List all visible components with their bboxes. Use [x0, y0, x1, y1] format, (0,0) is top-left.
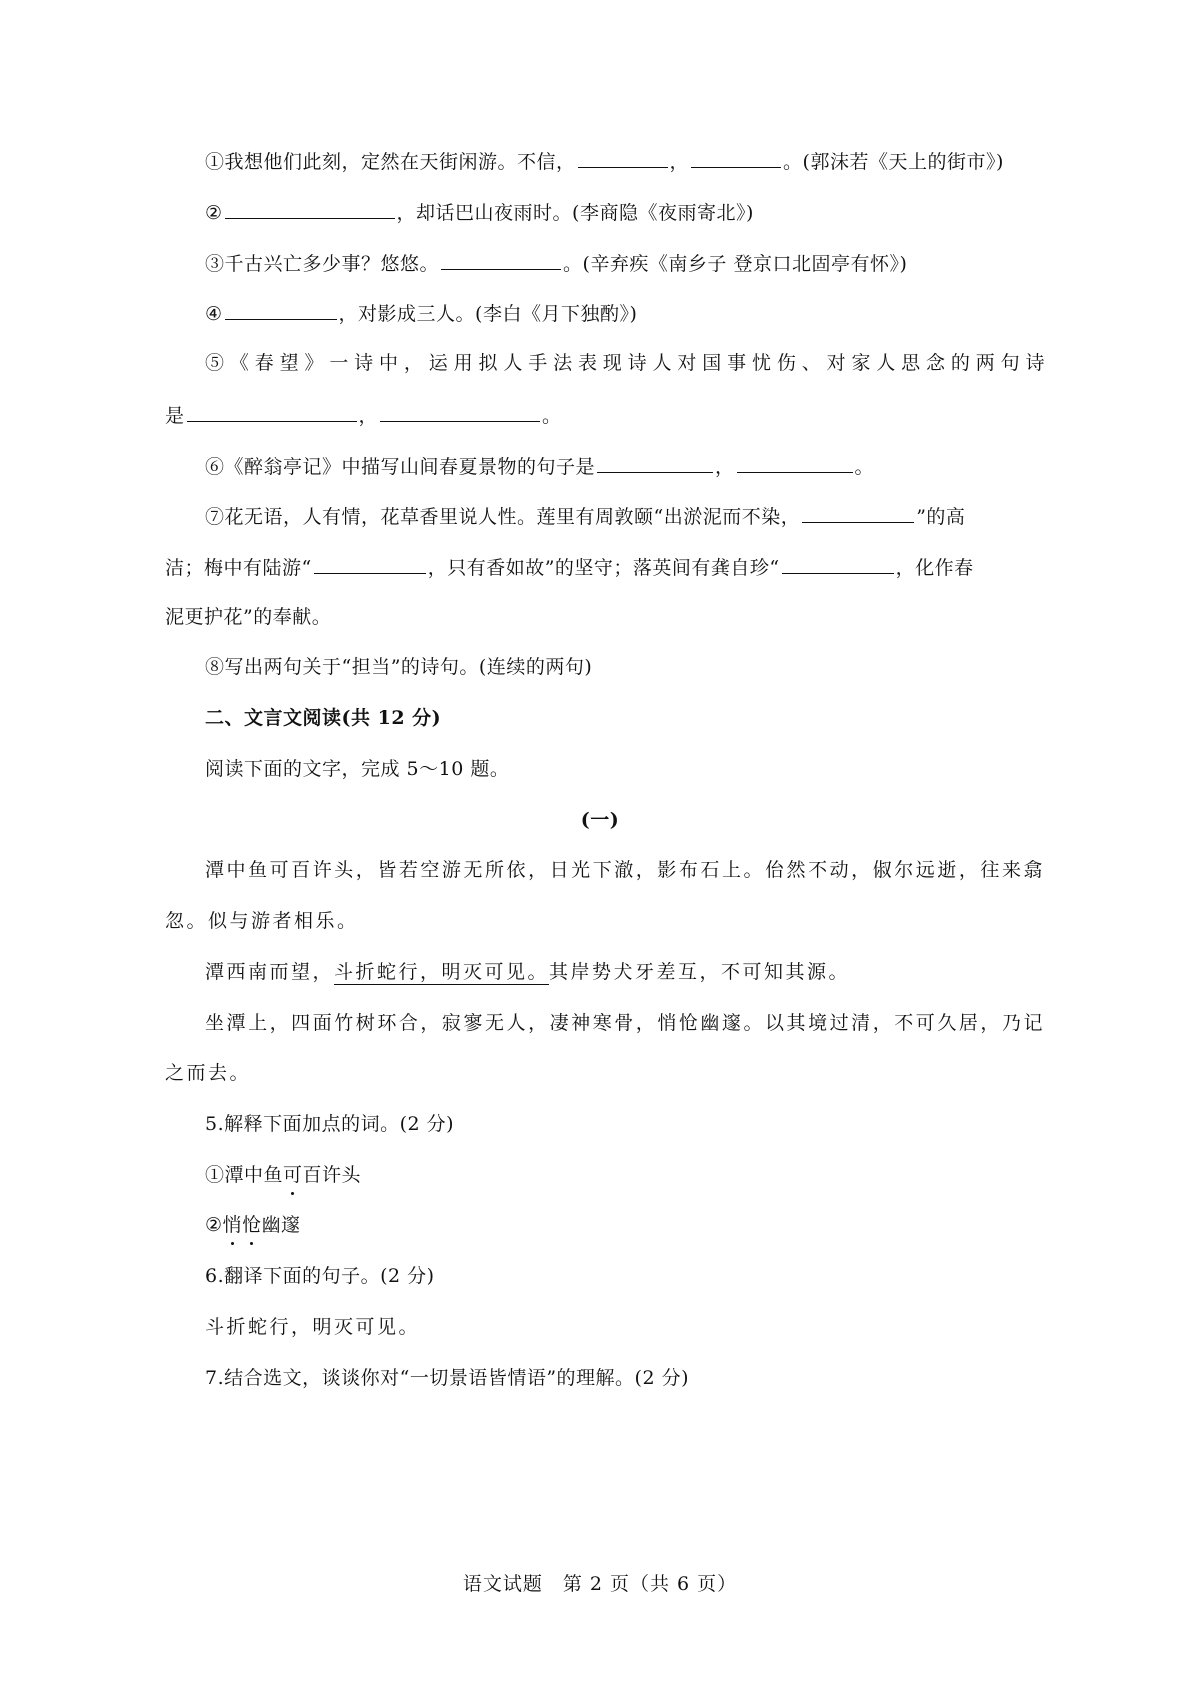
q2-prefix: ② [205, 202, 223, 224]
dotted-word: 可 [283, 1164, 303, 1186]
sub-heading: (一) [580, 809, 620, 831]
passage-p1-line1: 潭中鱼可百许头，皆若空游无所依，日光下澈，影布石上。佁然不动，俶尔远逝，往来翕 [205, 859, 1045, 881]
q7-line2-c: ，化作春 [895, 557, 974, 579]
dotted-word: 怆 [242, 1214, 262, 1236]
q2-suffix: ，却话巴山夜雨时。(李商隐《夜雨寄北》) [396, 202, 754, 224]
answer-blank[interactable] [225, 299, 337, 320]
answer-blank[interactable] [597, 452, 713, 473]
passage-p2 [205, 959, 1045, 985]
fill-in-q7-line1 [205, 502, 1045, 530]
fill-in-q3 [205, 249, 1045, 277]
fill-in-q7-line3: 泥更护花”的奉献。 [165, 606, 332, 628]
question-5-title: 5.解释下面加点的词。(2 分) [205, 1113, 455, 1135]
fill-in-q7-line2 [165, 553, 1045, 581]
q5-item2-suffix: 幽邃 [261, 1214, 301, 1236]
q6-sep: ， [715, 456, 735, 478]
q5-item1-suffix: 百许头 [302, 1164, 362, 1186]
dotted-word: 悄 [222, 1214, 243, 1236]
fill-in-q4 [205, 299, 1045, 327]
q4-prefix: ④ [205, 303, 223, 325]
answer-blank[interactable] [578, 147, 668, 168]
answer-blank[interactable] [441, 249, 561, 270]
question-5-item2 [205, 1212, 1045, 1238]
question-6-sentence: 斗折蛇行，明灭可见。 [205, 1316, 421, 1338]
question-5-item1 [205, 1162, 1045, 1188]
q1-suffix: 。(郭沫若《天上的街市》) [783, 151, 1004, 173]
q7-line2-a: 洁；梅中有陆游“ [165, 557, 312, 579]
q6-suffix: 。 [854, 456, 875, 478]
q3-suffix: 。(辛弃疾《南乡子 登京口北固亭有怀》) [563, 253, 908, 275]
answer-blank[interactable] [737, 452, 853, 473]
passage-p1-line2: 忽。似与游者相乐。 [165, 910, 359, 932]
question-6-title: 6.翻译下面的句子。(2 分) [205, 1265, 435, 1287]
q5-sep: ， [358, 405, 379, 427]
section-heading: 二、文言文阅读(共 12 分) [205, 707, 442, 729]
passage-p2-prefix: 潭西南而望， [205, 961, 335, 983]
q1-prefix: ①我想他们此刻，定然在天街闲游。不信， [205, 151, 576, 173]
q1-sep: ， [669, 151, 690, 173]
q6-prefix: ⑥《醉翁亭记》中描写山间春夏景物的句子是 [205, 456, 596, 478]
passage-p2-underlined: 斗折蛇行，明灭可见。 [334, 961, 550, 983]
q5-item1-prefix: ①潭中鱼 [205, 1164, 284, 1186]
q7-line1-prefix: ⑦花无语，人有情，花草香里说人性。莲里有周敦颐“出淤泥而不染， [205, 506, 801, 528]
answer-blank[interactable] [225, 198, 395, 219]
fill-in-q5-line2 [165, 401, 1045, 429]
section-instruction: 阅读下面的文字，完成 5～10 题。 [205, 758, 510, 780]
q5-item2-prefix: ② [205, 1214, 223, 1236]
passage-p3-line1: 坐潭上，四面竹树环合，寂寥无人，凄神寒骨，悄怆幽邃。以其境过清，不可久居，乃记 [205, 1012, 1045, 1034]
answer-blank[interactable] [782, 553, 894, 574]
passage-p2-suffix: 其岸势犬牙差互，不可知其源。 [549, 961, 851, 983]
answer-blank[interactable] [691, 147, 781, 168]
page-footer: 语文试题 第 2 页（共 6 页） [462, 1573, 738, 1595]
passage-p3-line2: 之而去。 [165, 1062, 252, 1084]
fill-in-q2 [205, 198, 1045, 226]
q5-prefix: 是 [165, 405, 185, 427]
q5-suffix: 。 [542, 405, 562, 427]
answer-blank[interactable] [314, 553, 426, 574]
answer-blank[interactable] [380, 401, 540, 422]
q3-prefix: ③千古兴亡多少事？悠悠。 [205, 253, 440, 275]
fill-in-q1 [205, 147, 1045, 175]
question-7-title: 7.结合选文，谈谈你对“一切景语皆情语”的理解。(2 分) [205, 1367, 690, 1389]
fill-in-q8: ⑧写出两句关于“担当”的诗句。(连续的两句) [205, 656, 593, 678]
q7-line2-b: ，只有香如故”的坚守；落英间有龚自珍“ [427, 557, 780, 579]
fill-in-q5-line1: ⑤《春望》一诗中，运用拟人手法表现诗人对国事忧伤、对家人思念的两句诗 [205, 352, 1045, 374]
answer-blank[interactable] [187, 401, 357, 422]
q4-suffix: ，对影成三人。(李白《月下独酌》) [338, 303, 638, 325]
fill-in-q6 [205, 452, 1045, 480]
q7-line1-suffix: ”的高 [916, 506, 966, 528]
answer-blank[interactable] [802, 502, 914, 523]
